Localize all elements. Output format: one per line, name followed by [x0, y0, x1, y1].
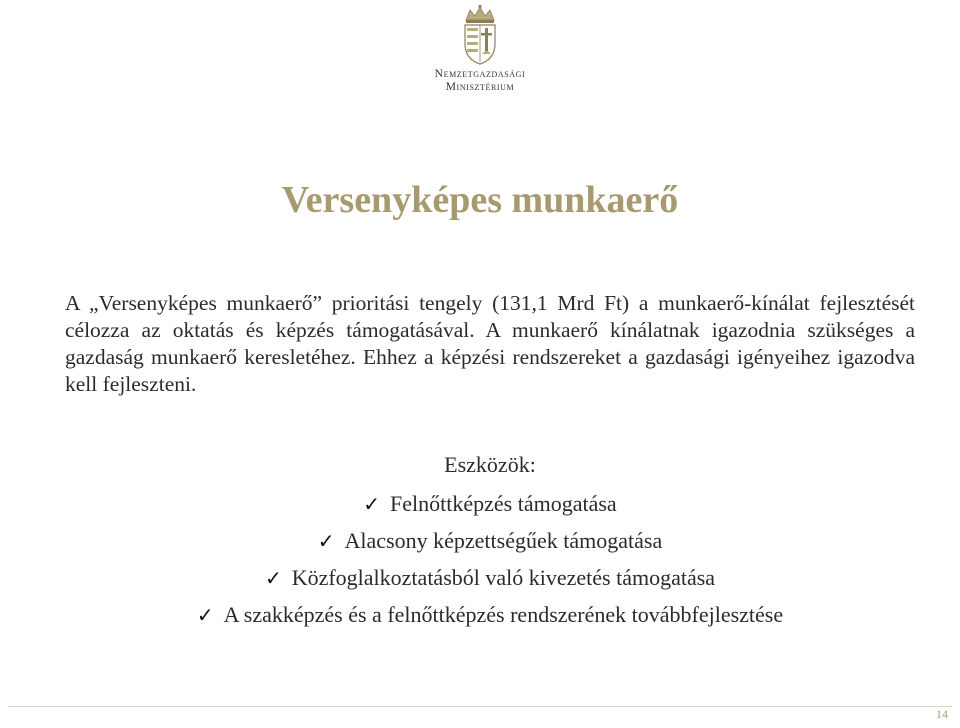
- footer-divider: [8, 706, 952, 707]
- ministry-name-line1: Nemzetgazdasági: [434, 68, 526, 80]
- tool-item: [0, 523, 960, 560]
- checkmark-icon: ✓: [196, 605, 214, 627]
- tool-item-label: Közfoglalkoztatásból való kivezetés támogatása: [291, 565, 716, 590]
- tools-list: [0, 486, 960, 634]
- ministry-name-line2: Minisztérium: [445, 81, 515, 93]
- tool-item-label: Felnőttképzés támogatása: [390, 491, 617, 516]
- tool-item: [0, 597, 960, 634]
- checkmark-icon: ✓: [363, 494, 381, 516]
- ministry-name: [400, 68, 560, 94]
- tool-item-label: Alacsony képzettségűek támogatása: [344, 528, 663, 553]
- page-number: 14: [936, 707, 948, 721]
- tool-item: [0, 486, 960, 523]
- tool-item-label: A szakképzés és a felnőttképzés rendszerének továbbfejlesztése: [223, 602, 784, 627]
- slide-title: Versenyképes munkaerő: [281, 179, 679, 221]
- tools-heading: Eszközök:: [444, 452, 536, 477]
- checkmark-icon: ✓: [317, 531, 335, 553]
- tool-item: [0, 560, 960, 597]
- coat-of-arms-icon: [458, 4, 502, 66]
- checkmark-icon: ✓: [264, 568, 282, 590]
- body-paragraph: A „Versenyképes munkaerő” prioritási tengely (131,1 Mrd Ft) a munkaerő-kínálat fejlesztését célozza az oktatás és képzés támogatásával. A munkaerő kínálatnak igazodnia szükséges a gazdaság munkaerő keresletéhez. Ehhez a képzési rendszereket a gazdasági igényeihez igazodva kell fejleszteni.: [65, 291, 915, 396]
- ministry-logo: [400, 4, 560, 100]
